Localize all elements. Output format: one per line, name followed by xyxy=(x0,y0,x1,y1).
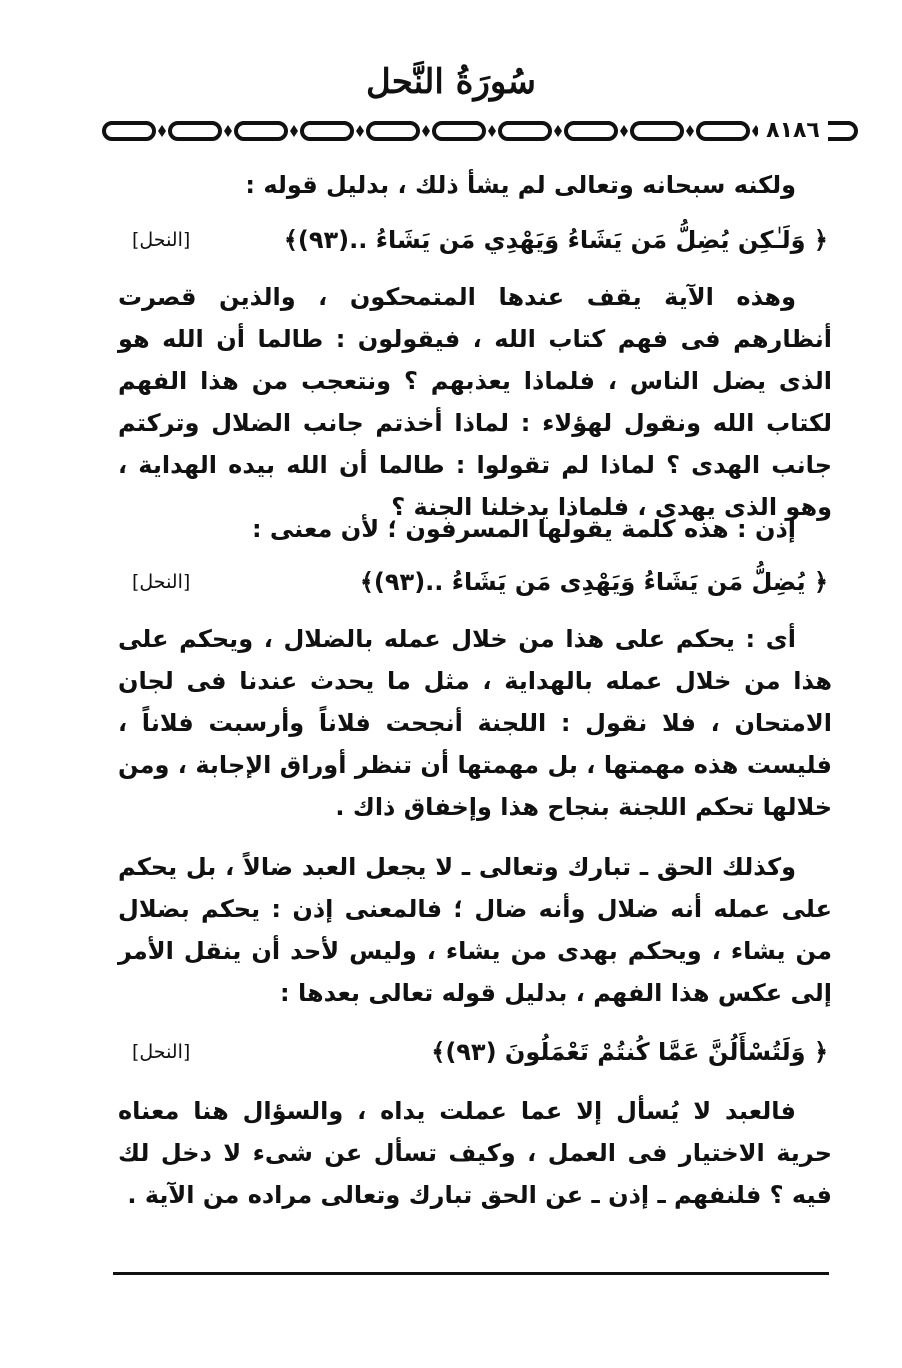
paragraph-6 xyxy=(118,1090,832,1216)
ornamental-border xyxy=(100,116,862,146)
quran-verse: ﴿ وَلَـٰكِن يُضِلُّ مَن يَشَاءُ وَيَهْدِي مَن يَشَاءُ ..(٩٣)﴾ xyxy=(283,226,828,254)
quran-verse: ﴿ يُضِلُّ مَن يَشَاءُ وَيَهْدِى مَن يَشَاءُ ..(٩٣)﴾ xyxy=(359,568,828,596)
paragraph-4 xyxy=(118,618,832,828)
paragraph-2 xyxy=(118,276,832,528)
paragraph-5 xyxy=(118,846,832,1014)
surah-reference: [النحل] xyxy=(132,229,191,251)
paragraph-3 xyxy=(118,508,832,550)
paragraph-text: وكذلك الحق ـ تبارك وتعالى ـ لا يجعل العبد ضالاً ، بل يحكم على عمله أنه ضلال وأنه ضال ؛ فالمعنى إذن : يحكم بضلال من يشاء ، ويحكم بهدى من يشاء ، وليس لأحد أن ينقل الأمر إلى عكس هذا الفهم ، بدليل قوله تعالى بعدها : xyxy=(118,853,832,1007)
footer-rule xyxy=(113,1272,829,1275)
paragraph-text: إذن : هذه كلمة يقولها المسرفون ؛ لأن معنى : xyxy=(251,515,796,543)
paragraph-text: أى : يحكم على هذا من خلال عمله بالضلال ، ويحكم على هذا من خلال عمله بالهداية ، مثل ما يحدث عندنا فى لجان الامتحان ، فلا نقول : اللجنة أنجحت فلاناً وأرسبت فلاناً ، فليست هذه مهمتها ، بل مهمتها أن تنظر أوراق الإجابة ، ومن خلالها تحكم اللجنة بنجاح هذا وإخفاق ذاك . xyxy=(118,625,832,821)
quran-verse: ﴿ وَلَتُسْأَلُنَّ عَمَّا كُنتُمْ تَعْمَلُونَ (٩٣)﴾ xyxy=(431,1038,828,1066)
surah-reference: [النحل] xyxy=(132,1041,191,1063)
surah-title: سُورَةُ النَّحل xyxy=(366,62,536,102)
verse-block-2 xyxy=(118,562,832,602)
verse-block-3 xyxy=(118,1032,832,1072)
page-number: ٨١٨٦ xyxy=(758,118,828,144)
surah-reference: [النحل] xyxy=(132,571,191,593)
paragraph-text: وهذه الآية يقف عندها المتمحكون ، والذين قصرت أنظارهم فى فهم كتاب الله ، فيقولون : طالما أن الله هو الذى يضل الناس ، فلماذا يعذبهم ؟ ونتعجب من هذا الفهم لكتاب الله ونقول لهؤلاء : لماذا أخذتم جانب الضلال وتركتم جانب الهدى ؟ لماذا لم تقولوا : طالما أن الله بيده الهداية ، وهو الذى يهدى ، فلماذا يدخلنا الجنة ؟ xyxy=(118,283,832,521)
paragraph-text: ولكنه سبحانه وتعالى لم يشأ ذلك ، بدليل قوله : xyxy=(245,171,796,199)
verse-block-1 xyxy=(118,220,832,260)
paragraph-text: فالعبد لا يُسأل إلا عما عملت يداه ، والسؤال هنا معناه حرية الاختيار فى العمل ، وكيف تسأل عن شىء لا دخل لك فيه ؟ فلنفهم ـ إذن ـ عن الحق تبارك وتعالى مراده من الآية . xyxy=(118,1097,832,1209)
paragraph-1 xyxy=(118,164,832,206)
